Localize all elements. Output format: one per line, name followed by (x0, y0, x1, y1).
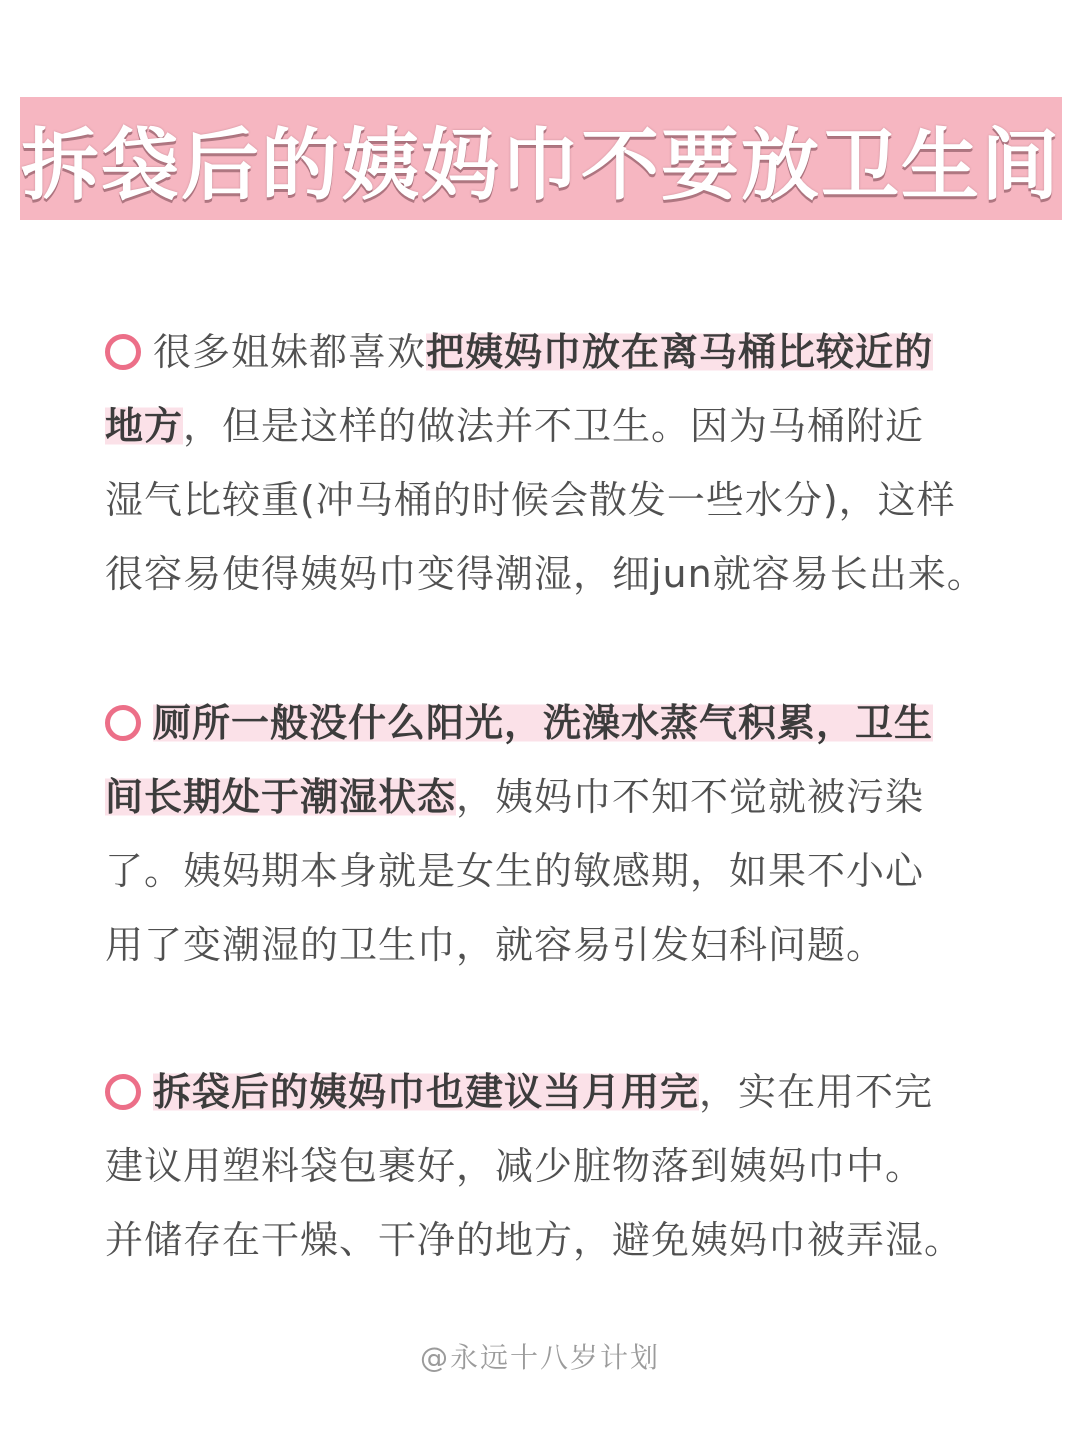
paragraph-line (105, 315, 1005, 389)
text-segment: ，但是这样的做法并不卫生。因为马桶附近 (183, 404, 925, 448)
circle-outline-icon (105, 334, 141, 370)
highlighted-text: 厕所一般没什么阳光，洗澡水蒸气积累，卫生 (153, 701, 934, 745)
author-footer: @永远十八岁计划 (419, 1341, 660, 1374)
circle-outline-icon (105, 705, 141, 741)
highlighted-text: 拆袋后的姨妈巾也建议当月用完 (153, 1070, 700, 1114)
text-segment: 很容易使得姨妈巾变得潮湿，细jun就容易长出来。 (105, 552, 986, 596)
page-title: 拆袋后的姨妈巾不要放卫生间 (20, 120, 1061, 211)
paragraph-line (105, 760, 1005, 834)
paragraph-line (105, 686, 1005, 760)
text-segment: 很多姐妹都喜欢 (153, 330, 427, 374)
highlighted-text: 间长期处于潮湿状态 (105, 775, 457, 819)
text-segment: 并储存在干燥、干净的地方，避免姨妈巾被弄湿。 (105, 1218, 964, 1262)
paragraph-line (105, 834, 1005, 908)
title-banner (20, 97, 1062, 220)
paragraph-line (105, 1129, 1005, 1203)
paragraph-line (105, 1203, 1005, 1277)
text-segment: 用了变潮湿的卫生巾，就容易引发妇科问题。 (105, 923, 886, 967)
text-segment: 了。姨妈期本身就是女生的敏感期，如果不小心 (105, 849, 925, 893)
highlighted-text: 把姨妈巾放在离马桶比较近的 (426, 330, 934, 374)
text-segment: ，实在用不完 (699, 1070, 934, 1114)
circle-outline-icon (105, 1074, 141, 1110)
paragraph-line (105, 463, 1005, 537)
text-segment: 建议用塑料袋包裹好，减少脏物落到姨妈巾中。 (105, 1144, 925, 1188)
paragraph-line (105, 1055, 1005, 1129)
paragraph-line (105, 537, 1005, 611)
paragraph-line (105, 908, 1005, 982)
text-segment: 湿气比较重(冲马桶的时候会散发一些水分)，这样 (105, 478, 956, 522)
section-3 (105, 1055, 1005, 1277)
section-2 (105, 686, 1005, 982)
section-1 (105, 315, 1005, 611)
paragraph-line (105, 389, 1005, 463)
text-segment: ，姨妈巾不知不觉就被污染 (456, 775, 925, 819)
highlighted-text: 地方 (105, 404, 184, 448)
